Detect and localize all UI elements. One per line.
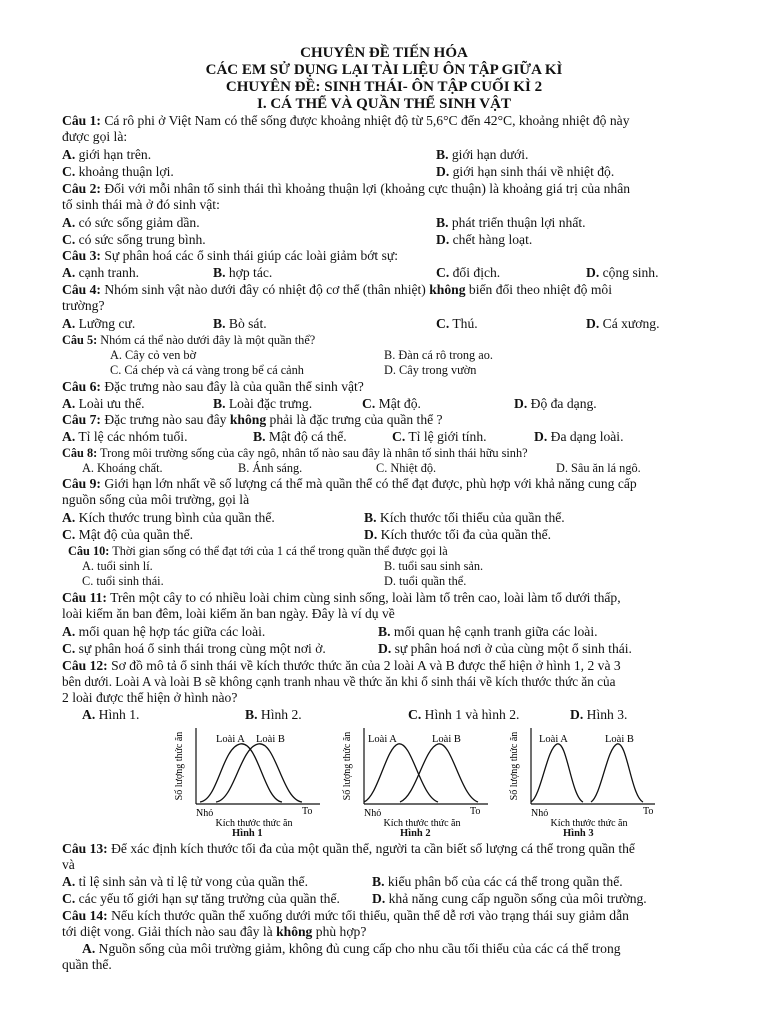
q2-stem: Câu 2: Đối với mỗi nhân tố sinh thái thì khoảng thuận lợi (khoảng cực thuận) là khoảng giá trị của nhân xyxy=(62,181,631,196)
q11-stem: Câu 11: Trên một cây to có nhiều loài chim cùng sinh sống, loài làm tổ trên cao, loài làm tổ dưới thấp, xyxy=(62,590,621,605)
species-b-curve xyxy=(400,744,478,802)
x-axis-label: Kích thước thức ăn xyxy=(383,818,461,829)
q12-stem-cont2: 2 loài được thể hiện ở hình nào? xyxy=(62,690,238,705)
q11-option-a[interactable]: A. mối quan hệ hợp tác giữa các loài. xyxy=(62,624,266,639)
q9-option-b[interactable]: B. Kích thước tối thiểu của quần thể. xyxy=(364,510,565,525)
species-a-curve xyxy=(364,744,438,802)
q12-option-d[interactable]: D. Hình 3. xyxy=(570,707,628,722)
q5-option-c[interactable]: C. Cá chép và cá vàng trong bể cá cảnh xyxy=(110,363,304,377)
y-axis-label: Số lượng thức ăn xyxy=(509,731,520,801)
figure-2-caption: Hình 2 xyxy=(400,828,431,839)
q6-stem: Câu 6: Đặc trưng nào sau đây là của quần thể sinh vật? xyxy=(62,379,364,394)
q4-stem-cont: trường? xyxy=(62,298,105,313)
q5-option-a[interactable]: A. Cây cỏ ven bờ xyxy=(110,348,197,362)
q10-option-a[interactable]: A. tuổi sinh lí. xyxy=(82,559,153,573)
q6-option-d[interactable]: D. Độ đa dạng. xyxy=(514,396,597,411)
q5-stem: Câu 5: Nhóm cá thể nào dưới đây là một quần thể? xyxy=(62,333,316,347)
species-b-curve xyxy=(216,744,302,802)
x-small-label: Nhỏ xyxy=(364,808,382,819)
species-a-curve xyxy=(531,744,583,802)
q6-option-c[interactable]: C. Mật độ. xyxy=(362,396,421,411)
species-b-label: Loài B xyxy=(605,734,634,745)
q9-stem: Câu 9: Giới hạn lớn nhất về số lượng cá thể mà quần thể có thể đạt được, phù hợp với khả năng cung cấp xyxy=(62,476,637,491)
q1-option-b[interactable]: B. giới hạn dưới. xyxy=(436,147,529,162)
q12-stem-cont: bên dưới. Loài A và loài B sẽ không cạnh tranh nhau về thức ăn khi ổ sinh thái về kích thước thức ăn của xyxy=(62,674,616,689)
q11-option-c[interactable]: C. sự phân hoá ổ sinh thái trong cùng một nơi ở. xyxy=(62,641,326,656)
header-chapter: CHUYÊN ĐỀ: SINH THÁI- ÔN TẬP CUỐI KÌ 2 xyxy=(225,79,543,95)
q13-option-b[interactable]: B. kiểu phân bố của các cá thể trong quần thể. xyxy=(372,874,623,889)
x-large-label: To xyxy=(643,806,654,817)
figure-2-graph xyxy=(338,722,518,834)
q9-option-d[interactable]: D. Kích thước tối đa của quần thể. xyxy=(364,527,552,542)
q10-option-d[interactable]: D. tuổi quần thể. xyxy=(384,574,467,588)
q2-option-d[interactable]: D. chết hàng loạt. xyxy=(436,232,533,247)
q2-stem-cont: tố sinh thái mà ở đó sinh vật: xyxy=(62,197,220,212)
q8-option-d[interactable]: D. Sâu ăn lá ngô. xyxy=(556,461,641,475)
q4-option-b[interactable]: B. Bò sát. xyxy=(213,316,267,331)
q10-stem: Câu 10: Thời gian sống có thể đạt tới của 1 cá thể trong quần thể được gọi là xyxy=(68,544,448,558)
species-a-label: Loài A xyxy=(216,734,245,745)
x-axis-label: Kích thước thức ăn xyxy=(550,818,628,829)
q14-option-a-cont: quần thể. xyxy=(62,957,112,972)
q2-option-b[interactable]: B. phát triển thuận lợi nhất. xyxy=(436,215,586,230)
q4-option-c[interactable]: C. Thú. xyxy=(436,316,478,331)
q7-option-b[interactable]: B. Mật độ cá thể. xyxy=(253,429,347,444)
q12-option-c[interactable]: C. Hình 1 và hình 2. xyxy=(408,707,520,722)
q10-option-c[interactable]: C. tuổi sinh thái. xyxy=(82,574,164,588)
q3-option-d[interactable]: D. cộng sinh. xyxy=(586,265,659,280)
species-a-curve xyxy=(200,744,282,802)
q7-option-d[interactable]: D. Đa dạng loài. xyxy=(534,429,624,444)
q13-stem-cont: và xyxy=(62,857,75,872)
q11-option-b[interactable]: B. mối quan hệ cạnh tranh giữa các loài. xyxy=(378,624,598,639)
q13-stem: Câu 13: Để xác định kích thước tối đa của một quần thể, người ta cần biết số lượng cá thể trong quần thể xyxy=(62,841,635,856)
q12-option-a[interactable]: A. Hình 1. xyxy=(82,707,140,722)
q5-option-b[interactable]: B. Đàn cá rô trong ao. xyxy=(384,348,493,362)
q7-option-a[interactable]: A. Tỉ lệ các nhóm tuổi. xyxy=(62,429,188,444)
q14-option-a[interactable]: A. Nguồn sống của môi trường giảm, không đủ cung cấp cho nhu cầu tối thiểu của các cá thể trong xyxy=(82,941,621,956)
species-a-label: Loài A xyxy=(539,734,568,745)
figure-3 xyxy=(505,722,685,839)
x-axis-label: Kích thước thức ăn xyxy=(215,818,293,829)
q8-stem: Câu 8: Trong môi trường sống của cây ngô, nhân tố nào sau đây là nhân tố sinh thái hữu sinh? xyxy=(62,446,528,460)
q10-option-b[interactable]: B. tuổi sau sinh sản. xyxy=(384,559,484,573)
q4-option-a[interactable]: A. Lưỡng cư. xyxy=(62,316,136,331)
figure-1-graph xyxy=(170,722,350,834)
x-large-label: To xyxy=(470,806,481,817)
q12-option-b[interactable]: B. Hình 2. xyxy=(245,707,302,722)
q13-option-d[interactable]: D. khả năng cung cấp nguồn sống của môi trường. xyxy=(372,891,647,906)
q11-option-d[interactable]: D. sự phân hoá nơi ở của cùng một ổ sinh thái. xyxy=(378,641,632,656)
q3-stem: Câu 3: Sự phân hoá các ổ sinh thái giúp các loài giảm bớt sự: xyxy=(62,248,399,263)
q1-option-a[interactable]: A. giới hạn trên. xyxy=(62,147,152,162)
q6-option-a[interactable]: A. Loài ưu thế. xyxy=(62,396,145,411)
q8-option-b[interactable]: B. Ánh sáng. xyxy=(238,461,303,475)
y-axis-label: Số lượng thức ăn xyxy=(174,731,185,801)
figure-2 xyxy=(338,722,518,839)
q12-stem: Câu 12: Sơ đồ mô tả ổ sinh thái về kích thước thức ăn của 2 loài A và B được thể hiện ở hình 1, 2 và 3 xyxy=(62,658,621,673)
y-axis-label: Số lượng thức ăn xyxy=(342,731,353,801)
x-large-label: To xyxy=(302,806,313,817)
section-title: I. CÁ THỂ VÀ QUẦN THỂ SINH VẬT xyxy=(257,96,511,112)
q7-option-c[interactable]: C. Tỉ lệ giới tính. xyxy=(392,429,487,444)
q3-option-a[interactable]: A. cạnh tranh. xyxy=(62,265,140,280)
q1-option-d[interactable]: D. giới hạn sinh thái về nhiệt độ. xyxy=(436,164,615,179)
q13-option-a[interactable]: A. tỉ lệ sinh sản và tỉ lệ tử vong của quần thể. xyxy=(62,874,308,889)
x-small-label: Nhỏ xyxy=(196,808,214,819)
q5-option-d[interactable]: D. Cây trong vườn xyxy=(384,363,477,377)
q14-stem: Câu 14: Nếu kích thước quần thể xuống dưới mức tối thiểu, quần thể dễ rơi vào trạng thái suy giảm dẫn xyxy=(62,908,629,923)
species-b-label: Loài B xyxy=(256,734,285,745)
q6-option-b[interactable]: B. Loài đặc trưng. xyxy=(213,396,313,411)
q8-option-c[interactable]: C. Nhiệt độ. xyxy=(376,461,437,475)
q9-option-a[interactable]: A. Kích thước trung bình của quần thể. xyxy=(62,510,275,525)
q7-stem: Câu 7: Đặc trưng nào sau đây không phải là đặc trưng của quần thể ? xyxy=(62,412,443,427)
figure-3-caption: Hình 3 xyxy=(563,828,594,839)
q2-option-c[interactable]: C. có sức sống trung bình. xyxy=(62,232,206,247)
q4-option-d[interactable]: D. Cá xương. xyxy=(586,316,660,331)
header-topic: CHUYÊN ĐỀ TIẾN HÓA xyxy=(300,45,468,61)
header-note: CÁC EM SỬ DỤNG LẠI TÀI LIỆU ÔN TẬP GIỮA KÌ xyxy=(205,62,563,78)
q9-option-c[interactable]: C. Mật độ của quần thể. xyxy=(62,527,194,542)
figure-1 xyxy=(170,722,350,839)
q3-option-c[interactable]: C. đối địch. xyxy=(436,265,501,280)
q13-option-c[interactable]: C. các yếu tố giới hạn sự tăng trưởng của quần thể. xyxy=(62,891,340,906)
q11-stem-cont: loài kiếm ăn ban đêm, loài kiếm ăn ban ngày. Đây là ví dụ về xyxy=(62,606,395,621)
q1-stem: Câu 1: Cá rô phi ở Việt Nam có thể sống được khoảng nhiệt độ từ 5,6°C đến 42°C, khoảng nhiệt độ này xyxy=(62,113,630,128)
figure-3-graph xyxy=(505,722,685,834)
q9-stem-cont: nguồn sống của môi trường, gọi là xyxy=(62,492,250,507)
figure-1-caption: Hình 1 xyxy=(232,828,263,839)
x-small-label: Nhỏ xyxy=(531,808,549,819)
q4-stem: Câu 4: Nhóm sinh vật nào dưới đây có nhiệt độ cơ thể (thân nhiệt) không biến đổi theo nhiệt độ môi xyxy=(62,282,612,297)
q1-stem-cont: được gọi là: xyxy=(62,129,128,144)
q2-option-a[interactable]: A. có sức sống giảm dần. xyxy=(62,215,200,230)
species-b-label: Loài B xyxy=(432,734,461,745)
species-a-label: Loài A xyxy=(368,734,397,745)
q8-option-a[interactable]: A. Khoáng chất. xyxy=(82,461,163,475)
q3-option-b[interactable]: B. hợp tác. xyxy=(213,265,273,280)
q14-stem-cont: tới diệt vong. Giải thích nào sau đây là không phù hợp? xyxy=(62,924,367,939)
q1-option-c[interactable]: C. khoảng thuận lợi. xyxy=(62,164,174,179)
species-b-curve xyxy=(591,744,643,802)
